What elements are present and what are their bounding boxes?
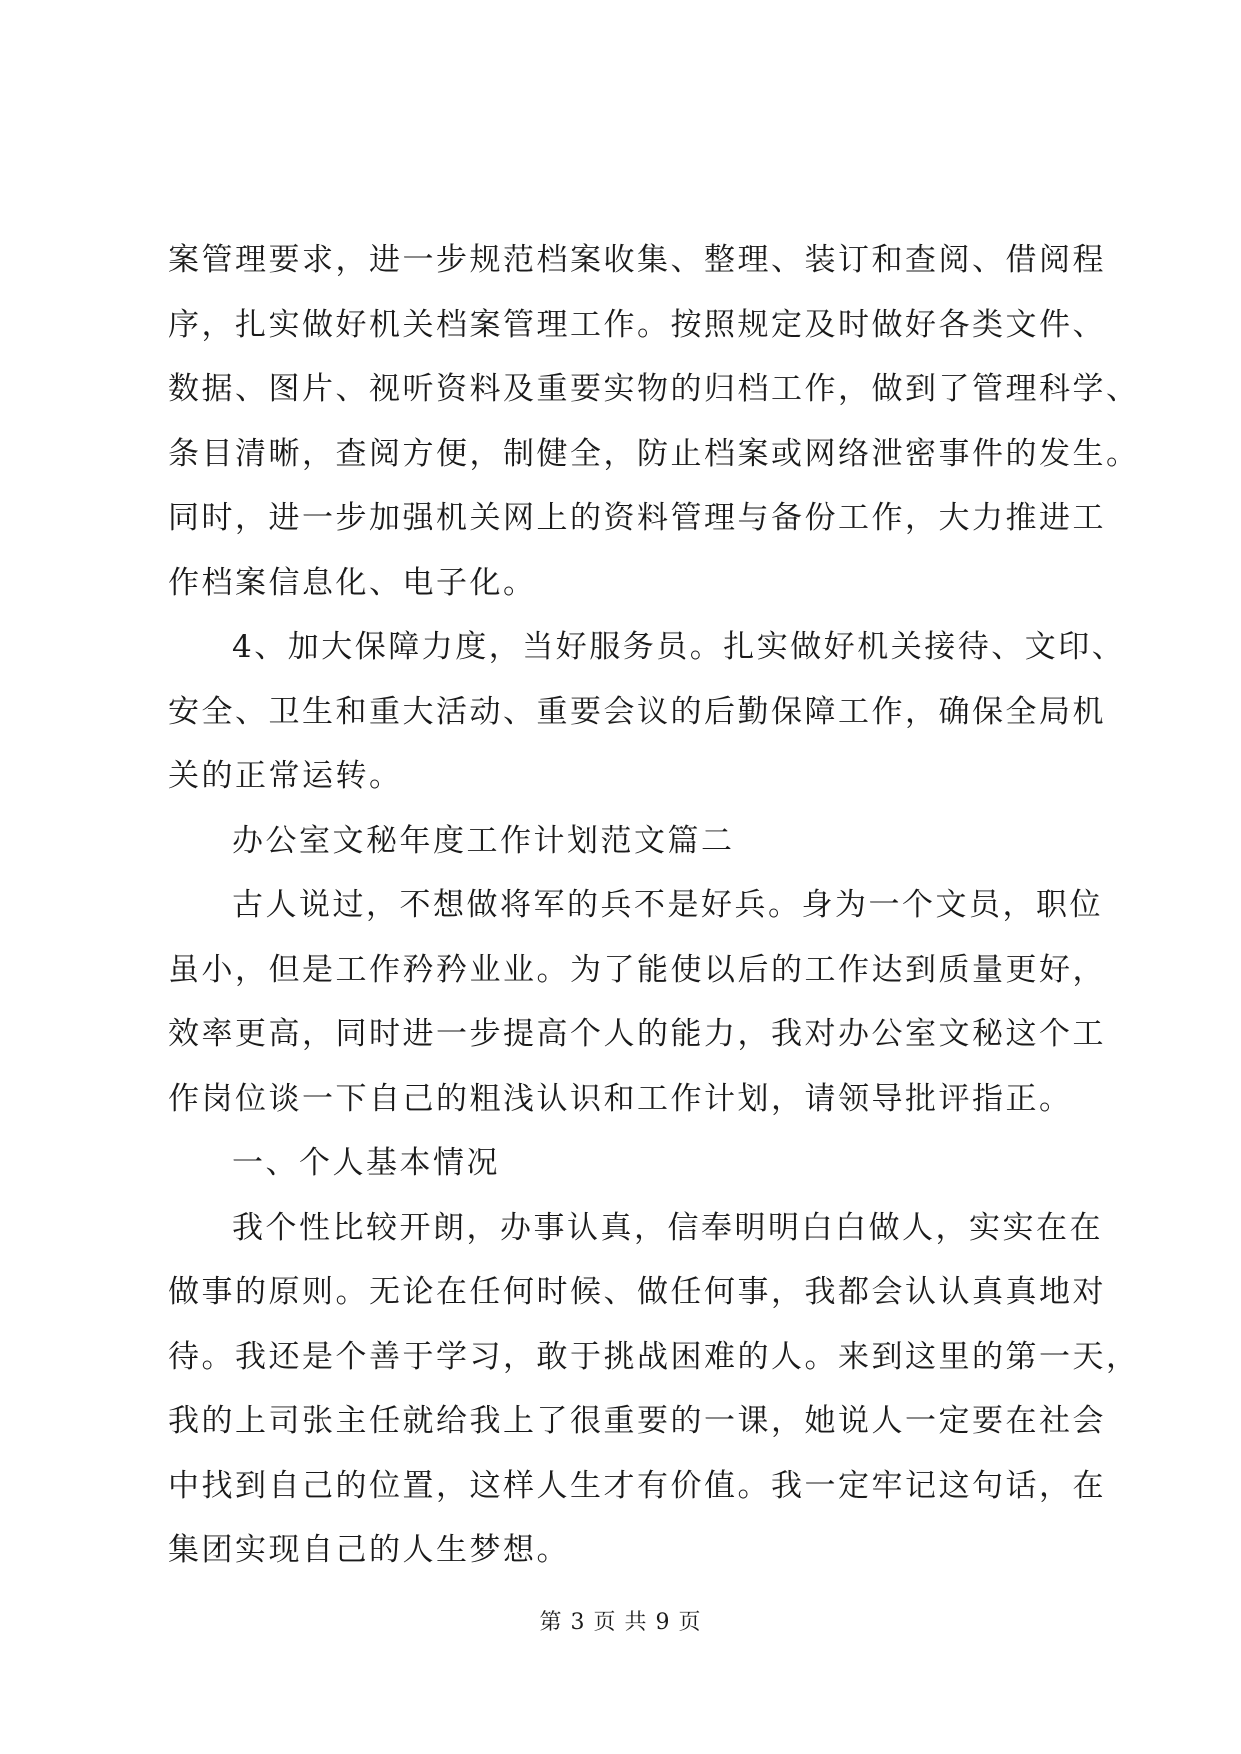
text-line: 古人说过，不想做将军的兵不是好兵。身为一个文员，职位 [232,887,1103,923]
page-number-footer: 第 3 页 共 9 页 [539,1610,702,1635]
text-line: 案管理要求，进一步规范档案收集、整理、装订和查阅、借阅程 [168,242,1106,278]
text-line: 序，扎实做好机关档案管理工作。按照规定及时做好各类文件、 [168,306,1106,343]
text-line: 作岗位谈一下自己的粗浅认识和工作计划，请领导批评指正。 [168,1080,1073,1117]
text-line: 关的正常运转。 [168,758,403,794]
text-line: 待。我还是个善于学习，敢于挑战困难的人。来到这里的第一天， [168,1338,1140,1375]
text-line: 虽小，但是工作矜矜业业。为了能使以后的工作达到质量更好， [168,951,1106,988]
text-line: 效率更高，同时进一步提高个人的能力，我对办公室文秘这个工 [168,1016,1106,1052]
text-line: 我的上司张主任就给我上了很重要的一课，她说人一定要在社会 [168,1403,1106,1439]
text-line: 做事的原则。无论在任何时候、做任何事，我都会认认真真地对 [168,1274,1106,1310]
text-line: 我个性比较开朗，办事认真，信奉明明白白做人，实实在在 [232,1209,1103,1246]
text-line: 作档案信息化、电子化。 [168,564,537,601]
text-line: 4、加大保障力度，当好服务员。扎实做好机关接待、文印、 [232,629,1126,665]
text-line: 数据、图片、视听资料及重要实物的归档工作，做到了管理科学、 [168,371,1140,407]
text-line: 条目清晰，查阅方便，制健全，防止档案或网络泄密事件的发生。 [168,435,1140,472]
text-line: 同时，进一步加强机关网上的资料管理与备份工作，大力推进工 [168,500,1106,536]
section-heading: 一、个人基本情况 [232,1145,500,1181]
section-heading: 办公室文秘年度工作计划范文篇二 [232,822,735,859]
document-body [168,228,1140,1583]
text-line: 集团实现自己的人生梦想。 [168,1532,570,1568]
text-line: 中找到自己的位置，这样人生才有价值。我一定牢记这句话，在 [168,1467,1106,1504]
text-line: 安全、卫生和重大活动、重要会议的后勤保障工作，确保全局机 [168,693,1106,730]
